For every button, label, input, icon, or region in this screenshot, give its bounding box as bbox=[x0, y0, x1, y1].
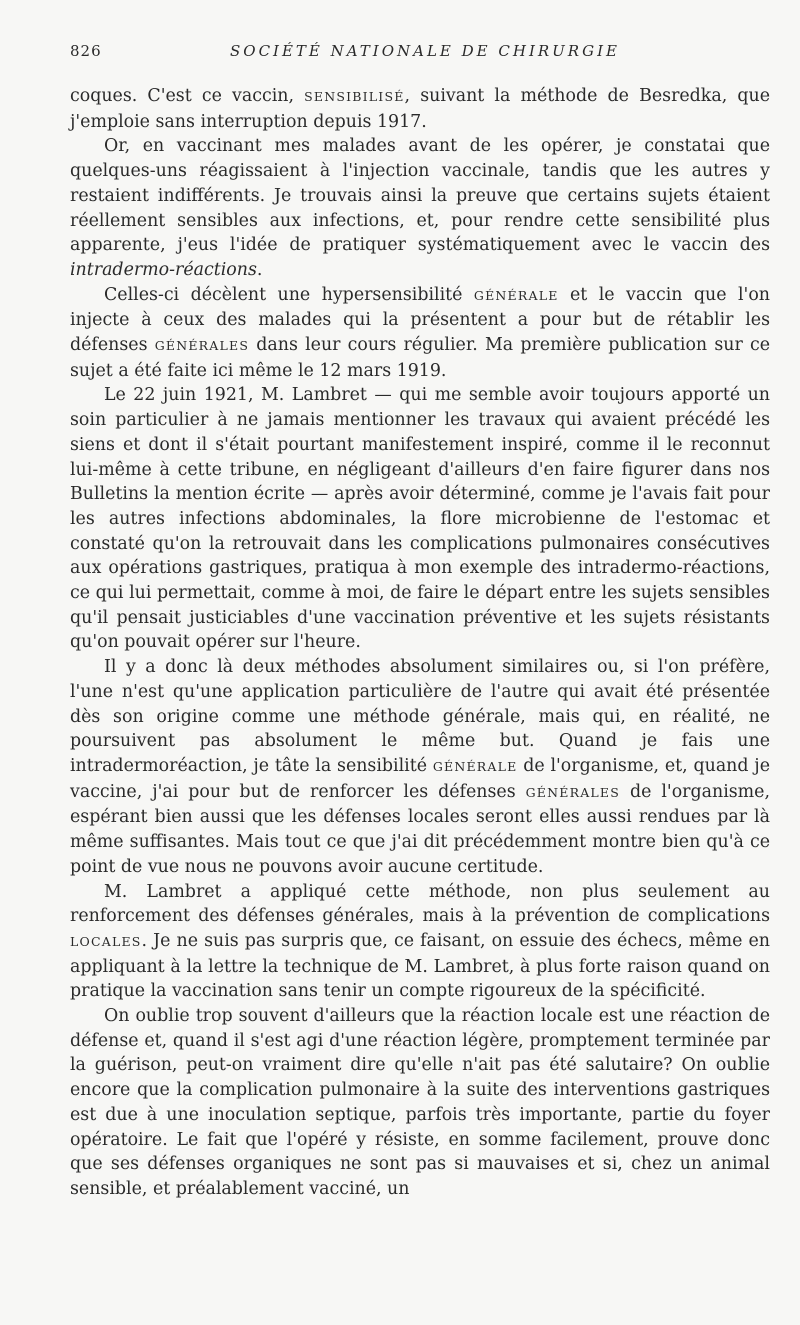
small-caps-term: GÉNÉRALE bbox=[432, 758, 518, 774]
paragraph-4: Le 22 juin 1921, M. Lambret — qui me semble avoir toujours apporté un soin particulier à ne jamais mentionner les travaux qui avaient précédé les siens et dont il s'était pourtant manifestement inspiré, comme il le reconnut lui-même à cette tribune, en négligeant d'ailleurs d'en faire figurer dans nos Bulletins la mention écrite — après avoir déterminé, comme je l'avais fait pour les autres infections abdominales, la flore microbienne de l'estomac et constaté qu'on la retrouvait dans les complications pulmonaires consécutives aux opérations gastriques, pratiqua à mon exemple des intradermo-réactions, ce qui lui permettait, comme à moi, de faire le départ entre les sujets sensibles qu'il pensait justiciables d'une vaccination préventive et les sujets résistants qu'on pouvait opérer sur l'heure. bbox=[70, 385, 770, 653]
small-caps-term: GÉNÉRALES bbox=[525, 784, 621, 800]
small-caps-term: GÉNÉRALES bbox=[154, 338, 250, 354]
paragraph-1: coques. C'est ce vaccin, SENSIBILISÉ, suivant la méthode de Besredka, que j'emploie sans interruption depuis 1917. bbox=[70, 86, 771, 132]
body-text bbox=[70, 84, 770, 1202]
small-caps-term: GÉNÉRALE bbox=[473, 287, 559, 303]
small-caps-term: LOCALES bbox=[70, 933, 142, 949]
italic-term: intradermo-réactions bbox=[70, 259, 257, 280]
small-caps-term: SENSIBILISÉ bbox=[304, 89, 405, 104]
page-header bbox=[70, 42, 770, 66]
paragraph-7: On oublie trop souvent d'ailleurs que la réaction locale est une réaction de défense et, quand il s'est agi d'une réaction légère, promptement terminée par la guérison, peut-on vraiment dire qu'elle n'ait pas été salutaire? On oublie encore que la complication pulmonaire à la suite des interventions gastriques est due à une inoculation septique, parfois très importante, partie du foyer opératoire. Le fait que l'opéré y résiste, en somme facilement, prouve donc que ses défenses organiques ne sont pas si mauvaises et si, chez un animal sensible, et préalablement vacciné, un bbox=[70, 1006, 770, 1199]
paragraph-6: M. Lambret a appliqué cette méthode, non plus seulement au renforcement des défenses générales, mais à la prévention de complications LOCALES. Je ne suis pas surpris que, ce faisant, on essuie des échecs, même en appliquant à la lettre la technique de M. Lambret, à plus forte raison quand on pratique la vaccination sans tenir un compte rigoureux de la spécificité. bbox=[70, 881, 770, 1002]
paragraph-3: Celles-ci décèlent une hypersensibilité GÉNÉRALE et le vaccin que l'on injecte à ceux des malades qui la présentent a pour but de rétablir les défenses GÉNÉRALES dans leur cours régulier. Ma première publication sur ce sujet a été faite ici même le 12 mars 1919. bbox=[70, 284, 770, 381]
paragraph-2: Or, en vaccinant mes malades avant de les opérer, je constatai que quelques-uns réagissaient à l'injection vaccinale, tandis que les autres y restaient indifférents. Je trouvais ainsi la preuve que certains sujets étaient réellement sensibles aux infections, et, pour rendre cette sensibilité plus apparente, j'eus l'idée de pratiquer systématiquement avec le vaccin des intradermo-réactions. bbox=[70, 136, 770, 280]
paragraph-5: Il y a donc là deux méthodes absolument similaires ou, si l'on préfère, l'une n'est qu'une application particulière de l'autre qui avait été présentée dès son origine comme une méthode générale, mais qui, en réalité, ne poursuivent pas absolument le même but. Quand je fais une intradermoréaction, je tâte la sensibilité GÉNÉRALE de l'organisme, et, quand je vaccine, j'ai pour but de renforcer les défenses GÉNÉRALES de l'organisme, espérant bien aussi que les défenses locales seront elles aussi rendues par là même suffisantes. Mais tout ce que j'ai dit précédemment montre bien qu'à ce point de vue nous ne pouvons avoir aucune certitude. bbox=[70, 657, 770, 877]
running-head: SOCIÉTÉ NATIONALE DE CHIRURGIE bbox=[230, 42, 620, 60]
page-number: 826 bbox=[70, 42, 102, 60]
